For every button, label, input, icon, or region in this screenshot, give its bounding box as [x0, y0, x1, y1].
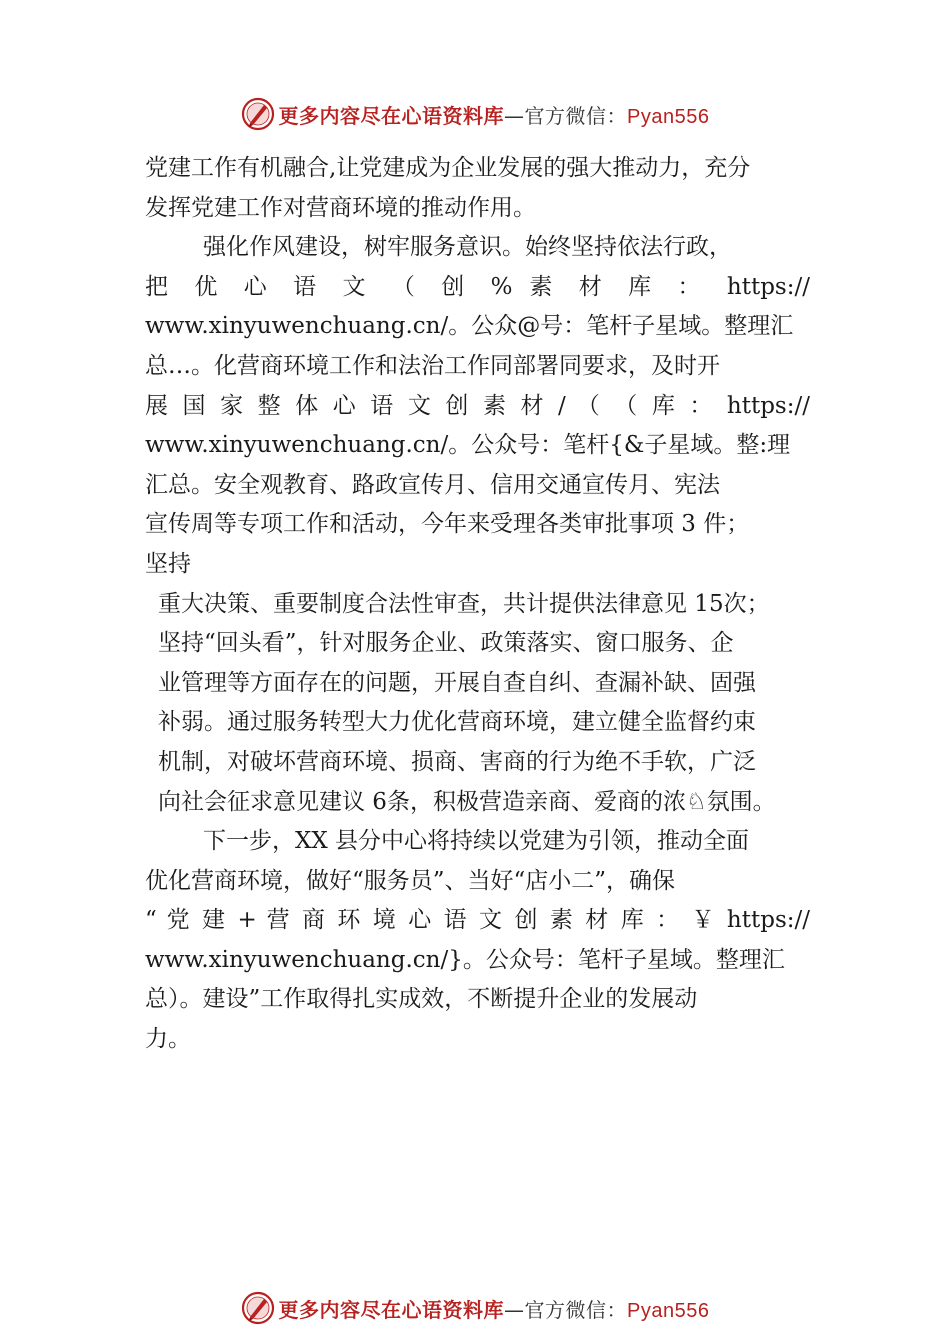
banner-wechat-id: Pyan556 — [627, 1299, 710, 1322]
pen-seal-logo-icon — [241, 97, 275, 131]
text-line: 坚持“回头看”，针对服务企业、政策落实、窗口服务、企 — [158, 630, 734, 657]
text-line: 业管理等方面存在的问题，开展自查自纠、查漏补缺、固强 — [158, 669, 756, 696]
text-line: 机制，对破坏营商环境、损商、害商的行为绝不手软，广泛 — [158, 748, 756, 775]
text-line: 党建工作有机融合,让党建成为企业发展的强大推动力，充分 — [145, 155, 751, 181]
text-line: www.xinyuwenchuang.cn/。公众@号：笔杆子星域。整理汇 — [145, 313, 794, 340]
text-line: “ 党 建 + 营 商 环 境 心 语 文 创 素 材 库 ： ￥ https:// — [145, 907, 810, 934]
footer-banner — [0, 1286, 950, 1330]
text-line: 总…。化营商环境工作和法治工作同部署同要求，及时开 — [145, 352, 720, 379]
text-line: 宣传周等专项工作和活动，今年来受理各类审批事项 3 件； — [145, 511, 750, 538]
text-line: 发挥党建工作对营商环境的推动作用。 — [145, 194, 536, 221]
document-body — [145, 149, 810, 1060]
text-line: 优化营商环境，做好“服务员”、当好“店小二”，确保 — [145, 867, 676, 894]
text-line: www.xinyuwenchuang.cn/}。公众号：笔杆子星域。整理汇 — [145, 946, 785, 973]
paragraph-start-line: 下一步，XX 县分中心将持续以党建为引领，推动全面 — [203, 828, 750, 855]
text-line: 坚持 — [145, 550, 191, 577]
paragraph-start-line: 强化作风建设，树牢服务意识。始终坚持依法行政， — [203, 234, 732, 261]
text-line: 把 优 心 语 文 （ 创 % 素 材 库 ： https:// — [145, 273, 810, 300]
text-line: www.xinyuwenchuang.cn/。公众号：笔杆{&子星域。整:理 — [145, 432, 791, 459]
text-line: 展 国 家 整 体 心 语 文 创 素 材 / （ （ 库 ： https:// — [145, 392, 810, 419]
banner-wechat-label: 官方微信： — [524, 103, 628, 128]
text-line: 力。 — [145, 1026, 191, 1053]
text-line: 重大决策、重要制度合法性审查，共计提供法律意见 15次； — [158, 590, 770, 617]
banner-title: 更多内容尽在心语资料库 — [278, 103, 505, 128]
banner-wechat-label: 官方微信： — [524, 1297, 628, 1322]
text-line: 向社会征求意见建议 6条，积极营造亲商、爱商的浓♘氛围。 — [158, 788, 776, 815]
pen-seal-logo-icon — [241, 1291, 275, 1325]
text-line: 总）。建设”工作取得扎实成效，不断提升企业的发展动 — [145, 986, 698, 1013]
text-line: 补弱。通过服务转型大力优化营商环境，建立健全监督约束 — [158, 709, 756, 736]
banner-title: 更多内容尽在心语资料库 — [278, 1297, 505, 1322]
header-banner — [0, 92, 950, 136]
banner-separator: — — [504, 1297, 525, 1322]
banner-wechat-id: Pyan556 — [627, 105, 710, 128]
banner-separator: — — [504, 103, 525, 128]
text-line: 汇总。安全观教育、路政宣传月、信用交通宣传月、宪法 — [145, 471, 720, 498]
